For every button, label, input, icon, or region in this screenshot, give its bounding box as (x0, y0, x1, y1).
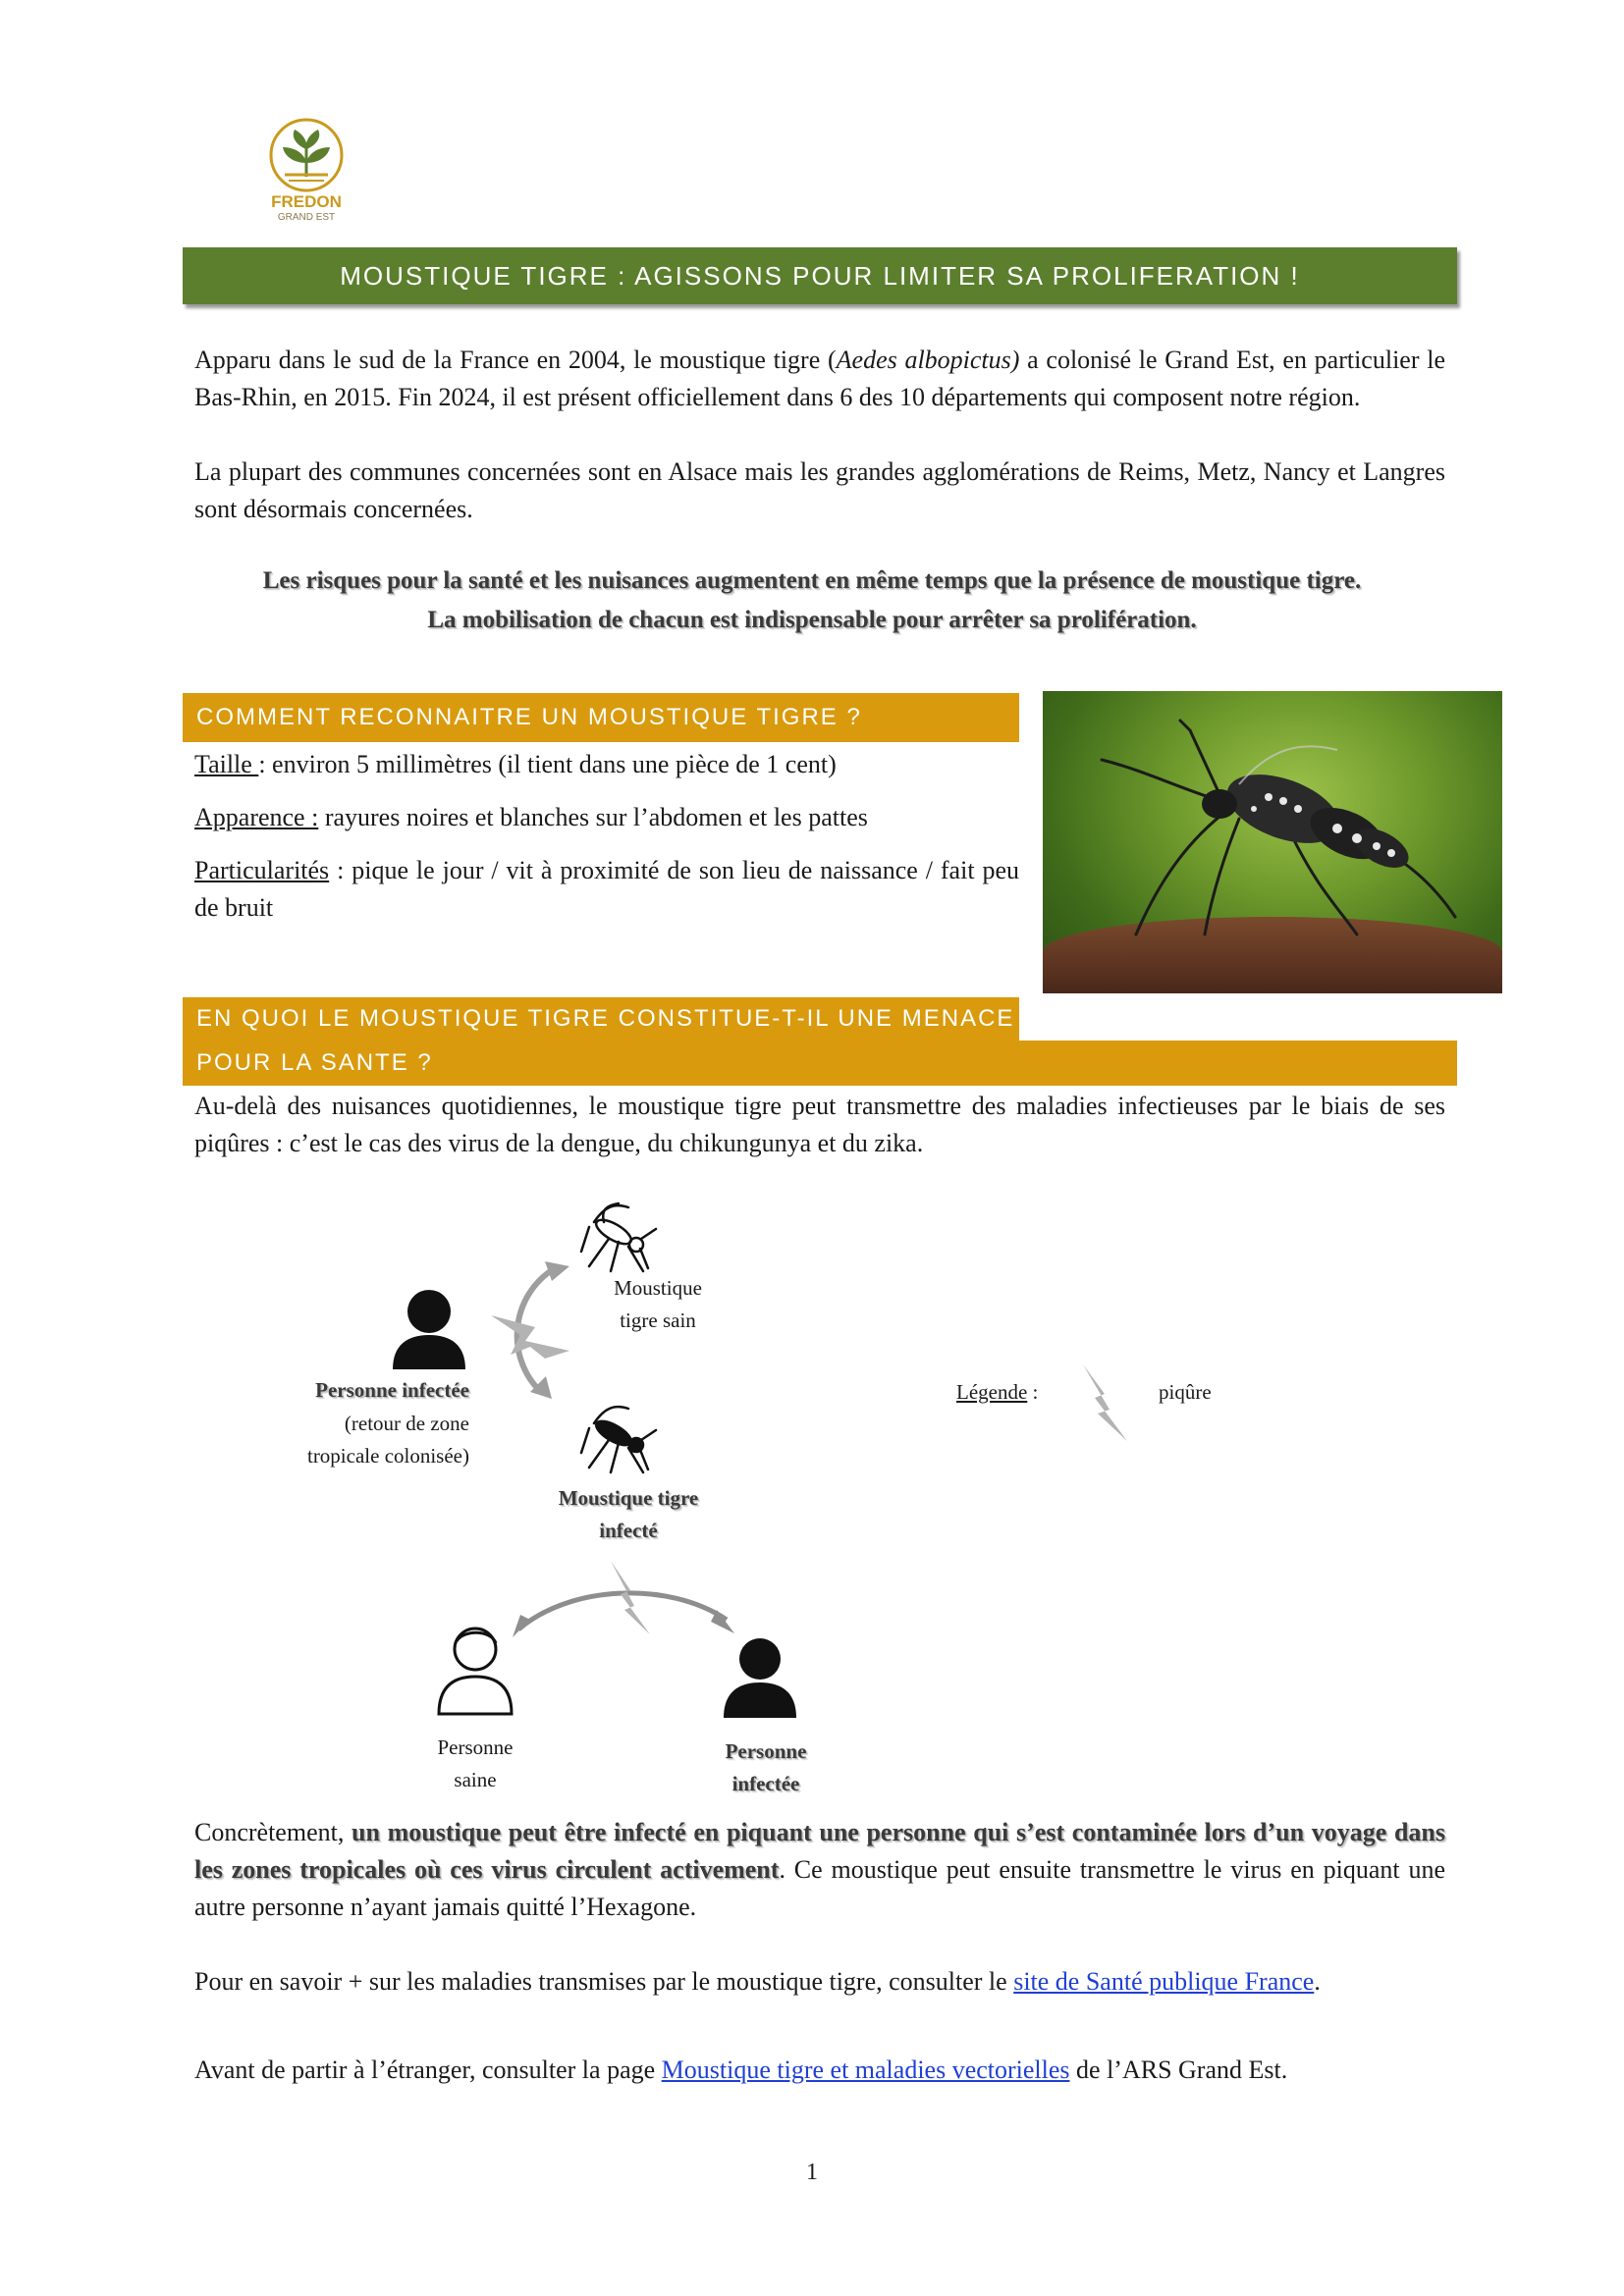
page-title: MOUSTIQUE TIGRE : AGISSONS POUR LIMITER SA PROLIFERATION ! (340, 261, 1300, 291)
logo-subtitle: GRAND EST (277, 212, 336, 223)
legend-label: Légende (956, 1380, 1028, 1404)
infected-mosquito-icon (581, 1407, 656, 1472)
sante-publique-link[interactable]: site de Santé publique France (1013, 1967, 1315, 1996)
menace-paragraph: Au-delà des nuisances quotidiennes, le moustique tigre peut transmettre des maladies infectieuses par le biais de ses piqûres : c’est le cas des virus de la dengue, du chikungunya et du zika. (194, 1092, 1445, 1157)
appearance-label: Apparence : (194, 803, 319, 831)
curved-arrow-2 (518, 1593, 727, 1629)
appearance-line: Apparence : rayures noires et blanches sur l’abdomen et les pattes (194, 803, 868, 831)
infected-person-icon-1 (393, 1287, 465, 1369)
infected-person-2-label: Personne infectée (725, 1739, 807, 1795)
size-line: Taille : environ 5 millimètres (il tient dans une pièce de 1 cent) (194, 750, 837, 778)
particular-label: Particularités (194, 856, 330, 884)
particular-line: Particularités : pique le jour / vit à proximité de son lieu de naissance / fait peu de bruit (194, 856, 1019, 922)
menace-heading-top: EN QUOI LE MOUSTIQUE TIGRE CONSTITUE-T-IL UNE MENACE (183, 997, 1019, 1041)
bite-lightning-2 (611, 1561, 650, 1634)
title-banner (183, 247, 1457, 304)
concretely-paragraph: Concrètement, un moustique peut être infecté en piquant une personne qui s’est contaminée lors d’un voyage dans les zones tropicales où ces virus circulent activement. Ce moustique peut ensuite transmettre le virus en piquant une autre personne n’ayant jamais quitté l’Hexagone. (194, 1818, 1445, 1921)
concretely-emphasis: un moustique peut être infecté en piquant une personne qui s’est contaminée lors d’un voyage dans les zones tropicales où ces virus circulent activement (194, 1818, 1445, 1884)
healthy-mosquito-icon (581, 1203, 656, 1271)
species-name: Aedes albopictus) (836, 346, 1020, 374)
menace-heading-bottom: POUR LA SANTE ? (183, 1041, 1457, 1086)
legend-lightning-icon (1083, 1364, 1127, 1441)
legend-item: piqûre (1159, 1380, 1212, 1404)
infected-person-label: Personne infectée (315, 1378, 469, 1402)
size-label: Taille (194, 750, 259, 778)
healthy-person-icon (439, 1629, 512, 1714)
learn-more-paragraph: Pour en savoir + sur les maladies transmises par le moustique tigre, consulter le site de Santé publique France. (194, 1967, 1321, 1996)
intro-paragraph-2: La plupart des communes concernées sont en Alsace mais les grandes agglomérations de Reims, Metz, Nancy et Langres sont désormais concernées. (194, 457, 1445, 523)
warning-line-1: Les risques pour la santé et les nuisances augmentent en même temps que la présence de moustique tigre. (262, 567, 1362, 594)
transmission-diagram (0, 1178, 1624, 1767)
infected-person-icon-2 (724, 1638, 796, 1718)
infected-mosquito-label: Moustique tigre infecté (558, 1486, 699, 1542)
warning-line-2: La mobilisation de chacun est indispensable pour arrêter sa prolifération. (427, 607, 1197, 633)
fredon-leaf-icon (257, 116, 355, 194)
legend: Légende : (956, 1380, 1039, 1404)
travel-paragraph: Avant de partir à l’étranger, consulter la page Moustique tigre et maladies vectorielles de l’ARS Grand Est. (194, 2056, 1288, 2084)
infected-person-sub: (retour de zone tropicale colonisée) (306, 1412, 469, 1468)
intro-paragraph-1: Apparu dans le sud de la France en 2004, le moustique tigre (Aedes albopictus) a colonisé le Grand Est, en particulier le Bas-Rhin, en 2015. Fin 2024, il est présent officiellement dans 6 des 10 départements qui composent notre région. (194, 346, 1445, 411)
healthy-mosquito-label: Moustique tigre sain (614, 1276, 702, 1332)
healthy-person-label: Personne saine (437, 1735, 514, 1791)
page-number: 1 (806, 2160, 818, 2185)
ars-link[interactable]: Moustique tigre et maladies vectorielles (661, 2056, 1070, 2084)
fredon-logo (257, 116, 355, 224)
logo-name: FREDON (271, 192, 342, 211)
recognize-heading: COMMENT RECONNAITRE UN MOUSTIQUE TIGRE ? (183, 693, 1019, 742)
mosquito-photo (1043, 691, 1502, 993)
bite-lightning-1 (491, 1315, 569, 1359)
